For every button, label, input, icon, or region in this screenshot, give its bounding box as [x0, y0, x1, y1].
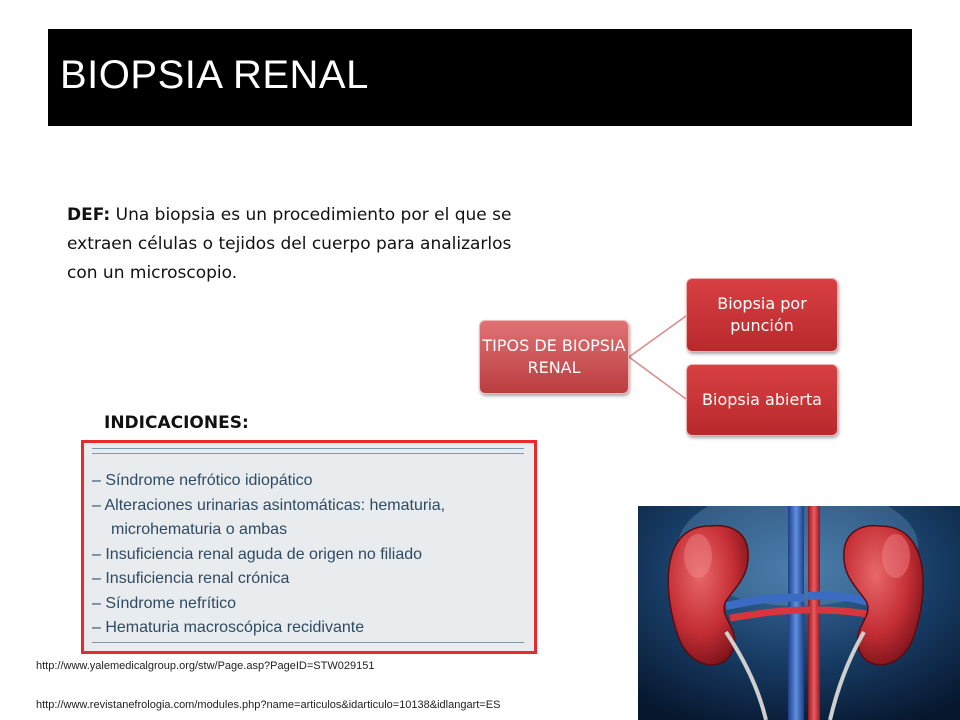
- indication-item: – Alteraciones urinarias asintomáticas: hematuria, microhematuria o ambas: [92, 494, 534, 543]
- indication-item: – Insuficiencia renal aguda de origen no filiado: [92, 543, 534, 568]
- box-rule-top: [92, 448, 524, 449]
- reference-link-1[interactable]: http://www.yalemedicalgroup.org/stw/Page.asp?PageID=STW029151: [36, 660, 375, 672]
- indications-heading: INDICACIONES:: [104, 413, 249, 433]
- connector-to-abierta: [629, 357, 686, 399]
- definition-label: DEF:: [67, 205, 111, 225]
- definition-body: Una biopsia es un procedimiento por el que se extraen células o tejidos del cuerpo para analizarlos con un microscopio.: [67, 205, 512, 283]
- box-rule-inner: [92, 453, 524, 454]
- reference-link-2[interactable]: http://www.revistanefrologia.com/modules.php?name=articulos&idarticulo=10138&idlangart=ES: [36, 699, 501, 711]
- box-rule-bottom: [92, 642, 524, 643]
- indication-item: – Insuficiencia renal crónica: [92, 567, 534, 592]
- diagram-node-abierta: Biopsia abierta: [686, 364, 838, 436]
- indication-item: – Hematuria macroscópica recidivante: [92, 616, 534, 641]
- slide-title: BIOPSIA RENAL: [60, 53, 369, 97]
- kidneys-image: [638, 506, 960, 720]
- indications-box: [81, 440, 537, 654]
- diagram-node-puncion: Biopsia por punción: [686, 278, 838, 352]
- indications-list: [92, 469, 534, 641]
- indication-item: – Síndrome nefrítico: [92, 592, 534, 617]
- indication-item: – Síndrome nefrótico idiopático: [92, 469, 534, 494]
- connector-to-puncion: [629, 316, 686, 357]
- diagram-root-node: TIPOS DE BIOPSIA RENAL: [479, 320, 629, 394]
